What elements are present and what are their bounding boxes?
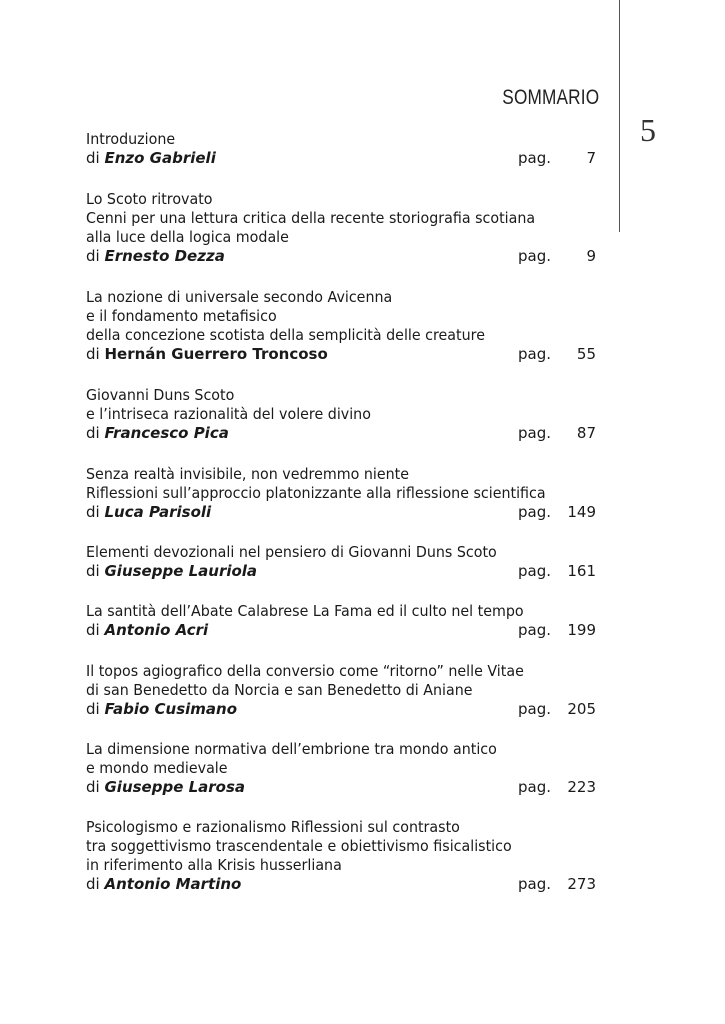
page-reference: 161 xyxy=(567,562,596,580)
page-label: pag. xyxy=(518,345,552,363)
author-prefix: di xyxy=(86,424,100,442)
toc-entry-title-line: Cenni per una lettura critica della recente storiografia scotiana xyxy=(86,209,536,227)
page-reference: 223 xyxy=(567,778,596,796)
page-number: 5 xyxy=(640,112,656,148)
toc-entry-author-line xyxy=(86,700,606,719)
author-name: Luca Parisoli xyxy=(104,503,212,521)
toc-entry xyxy=(86,130,606,168)
toc-entry-title-line: Introduzione xyxy=(86,130,176,148)
page-label: pag. xyxy=(518,149,552,167)
toc-entry-title-line: tra soggettivismo trascendentale e obiettivismo fisicalistico xyxy=(86,837,512,855)
toc-entry-title-line: Riflessioni sull’approccio platonizzante alla riflessione scientifica xyxy=(86,484,546,502)
toc-entry-title-line: Lo Scoto ritrovato xyxy=(86,190,213,208)
toc-entry xyxy=(86,602,606,640)
toc-entry-title-line: Psicologismo e razionalismo Riflessioni sul contrasto xyxy=(86,818,460,836)
author-name: Giuseppe Larosa xyxy=(104,778,246,796)
toc-entry xyxy=(86,543,606,581)
author-name: Antonio Martino xyxy=(104,875,242,893)
page-label: pag. xyxy=(518,503,552,521)
page-label: pag. xyxy=(518,778,552,796)
page-reference: 273 xyxy=(567,875,596,893)
author-prefix: di xyxy=(86,621,100,639)
toc-entry xyxy=(86,288,606,364)
toc-entry-title-line: Senza realtà invisibile, non vedremmo niente xyxy=(86,465,410,483)
author-name: Antonio Acri xyxy=(104,621,209,639)
author-name: Fabio Cusimano xyxy=(104,700,238,718)
toc-entry-title-line: alla luce della logica modale xyxy=(86,228,289,246)
toc-entry xyxy=(86,190,606,266)
toc-entry xyxy=(86,386,606,443)
page-label: pag. xyxy=(518,247,552,265)
page-label: pag. xyxy=(518,562,552,580)
page-label: pag. xyxy=(518,700,552,718)
author-prefix: di xyxy=(86,778,100,796)
page-title: SOMMARIO xyxy=(502,86,599,109)
page-reference: 9 xyxy=(586,247,596,265)
toc-entry-title-line: e il fondamento metafisico xyxy=(86,307,277,325)
toc-entry-title-line: di san Benedetto da Norcia e san Benedetto di Aniane xyxy=(86,681,473,699)
toc-entry-title-line: e l’intriseca razionalità del volere divino xyxy=(86,405,371,423)
toc-entry-title-line: Giovanni Duns Scoto xyxy=(86,386,235,404)
page-label: pag. xyxy=(518,621,552,639)
toc-entry-title-line: La nozione di universale secondo Avicenna xyxy=(86,288,393,306)
author-prefix: di xyxy=(86,875,100,893)
toc-entry xyxy=(86,662,606,719)
toc-entry-author-line xyxy=(86,345,606,364)
toc-entry-author-line xyxy=(86,562,606,581)
toc-entry-author-line xyxy=(86,875,606,894)
toc-entry-author-line xyxy=(86,247,606,266)
toc-entry-title-line: della concezione scotista della semplicità delle creature xyxy=(86,326,485,344)
author-prefix: di xyxy=(86,700,100,718)
author-prefix: di xyxy=(86,562,100,580)
author-name: Enzo Gabrieli xyxy=(104,149,216,167)
toc-entry-title-line: in riferimento alla Krisis husserliana xyxy=(86,856,342,874)
page-reference: 205 xyxy=(567,700,596,718)
toc-entry-title-line: La dimensione normativa dell’embrione tra mondo antico xyxy=(86,740,497,758)
author-prefix: di xyxy=(86,247,100,265)
toc-entry-author-line xyxy=(86,778,606,797)
toc-entry-title-line: Il topos agiografico della conversio come “ritorno” nelle Vitae xyxy=(86,662,524,680)
author-name: Francesco Pica xyxy=(104,424,229,442)
author-name: Hernán Guerrero Troncoso xyxy=(104,345,328,363)
page-reference: 7 xyxy=(586,149,596,167)
page-label: pag. xyxy=(518,875,552,893)
page-reference: 149 xyxy=(567,503,596,521)
page-reference: 87 xyxy=(576,424,596,442)
toc-entry-author-line xyxy=(86,621,606,640)
author-name: Ernesto Dezza xyxy=(104,247,225,265)
page-reference: 199 xyxy=(567,621,596,639)
toc-entry-author-line xyxy=(86,424,606,443)
author-prefix: di xyxy=(86,149,100,167)
page-reference: 55 xyxy=(576,345,596,363)
toc-entry xyxy=(86,740,606,797)
toc-entry xyxy=(86,465,606,522)
author-prefix: di xyxy=(86,345,100,363)
toc-entry-title-line: e mondo medievale xyxy=(86,759,228,777)
toc-entry-author-line xyxy=(86,503,606,522)
toc-entry-author-line xyxy=(86,149,606,168)
toc-entry-title-line: La santità dell’Abate Calabrese La Fama ed il culto nel tempo xyxy=(86,602,524,620)
page-label: pag. xyxy=(518,424,552,442)
toc-entry-title-line: Elementi devozionali nel pensiero di Giovanni Duns Scoto xyxy=(86,543,497,561)
toc-entry xyxy=(86,818,606,894)
author-name: Giuseppe Lauriola xyxy=(104,562,258,580)
author-prefix: di xyxy=(86,503,100,521)
